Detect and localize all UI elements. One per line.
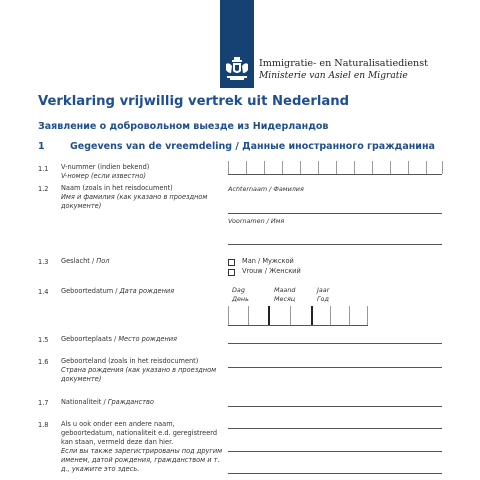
field-number: 1.1 bbox=[38, 165, 49, 173]
female-checkbox[interactable] bbox=[228, 269, 235, 276]
section-title: Gegevens van de vreemdeling / Данные иностранного гражданина bbox=[70, 141, 435, 152]
field-label: Nationaliteit / Гражданство bbox=[61, 398, 154, 406]
firstnames-label: Voornamen / Имя bbox=[228, 217, 285, 225]
field-number: 1.7 bbox=[38, 399, 49, 407]
firstnames-input[interactable] bbox=[228, 244, 442, 245]
field-label: Naam (zoals in het reisdocument) Имя и фамилия (как указано в проездном документе) bbox=[61, 184, 208, 210]
field-number: 1.2 bbox=[38, 185, 49, 193]
field-label: Als u ook onder een andere naam, geboortedatum, nationaliteit e.d. geregistreerd kan staan, vermeld deze dan hier. Если вы также зарегистрированы под другим именем, датой рождения, гражданством и т. д., укажите это здесь. bbox=[61, 420, 223, 473]
field-label: Geslacht / Пол bbox=[61, 257, 110, 265]
field-label: V-nummer (indien bekend) V-номер (если известно) bbox=[61, 163, 150, 180]
surname-input[interactable] bbox=[228, 213, 442, 214]
surname-label: Achternaam / Фамилия bbox=[228, 185, 304, 193]
month-label: Maand Месяц bbox=[274, 286, 296, 303]
field-number: 1.5 bbox=[38, 336, 49, 344]
nationality-input[interactable] bbox=[228, 406, 442, 407]
field-label: Geboortedatum / Дата рождения bbox=[61, 287, 175, 295]
male-checkbox[interactable] bbox=[228, 259, 235, 266]
royal-coat-of-arms-icon bbox=[223, 56, 251, 82]
year-label: Jaar Год bbox=[317, 286, 330, 303]
page-title: Verklaring vrijwillig vertrek uit Nederland bbox=[38, 94, 350, 109]
male-option-label: Man / Мужской bbox=[242, 257, 294, 265]
birth-country-input[interactable] bbox=[228, 367, 442, 368]
day-label: Dag День bbox=[232, 286, 249, 303]
section-number: 1 bbox=[38, 141, 45, 152]
field-number: 1.3 bbox=[38, 258, 49, 266]
field-number: 1.4 bbox=[38, 288, 49, 296]
female-option-label: Vrouw / Женский bbox=[242, 267, 301, 275]
org-name-line1: Immigratie- en Naturalisatiedienst bbox=[259, 58, 428, 69]
birthplace-input[interactable] bbox=[228, 343, 442, 344]
org-name-line2: Ministerie van Asiel en Migratie bbox=[259, 71, 408, 81]
field-label: Geboorteland (zoals in het reisdocument) Страна рождения (как указано в проездном документе) bbox=[61, 357, 217, 383]
field-label: Geboorteplaats / Место рождения bbox=[61, 335, 178, 343]
field-number: 1.6 bbox=[38, 358, 49, 366]
page-subtitle: Заявление о добровольном выезде из Нидерландов bbox=[38, 121, 329, 132]
field-number: 1.8 bbox=[38, 421, 49, 429]
